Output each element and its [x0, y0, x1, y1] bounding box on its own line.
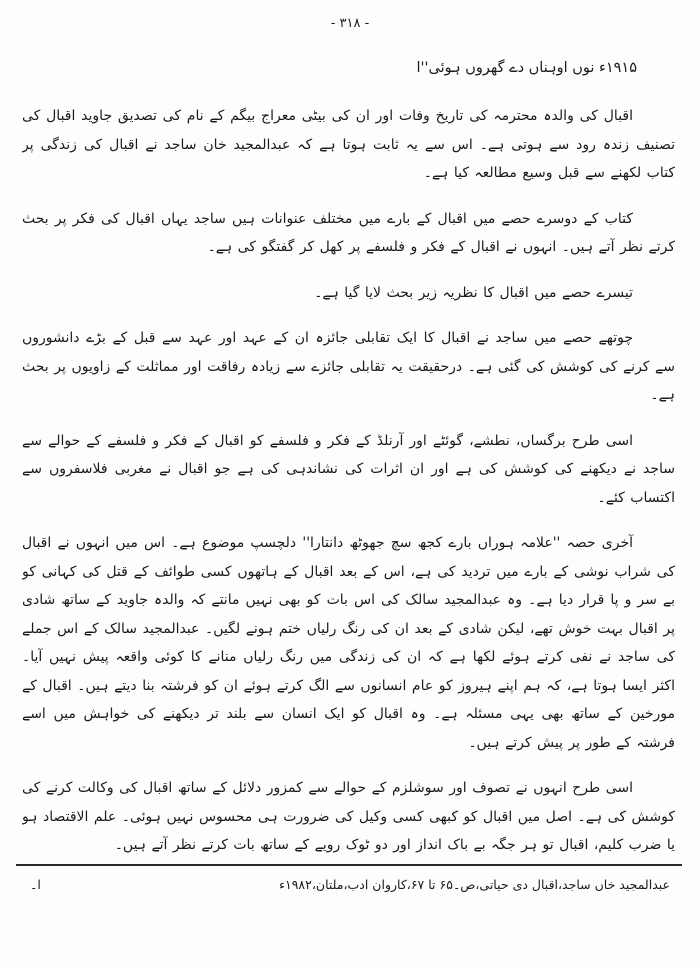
footnote [16, 875, 682, 895]
paragraph: اسی طرح برگساں، نطشے، گوئٹے اور آرنلڈ کے فکر و فلسفے کو اقبال کے فکر و فلسفے کے حوالے سے ساجد نے دیکھنے کی کوشش کی ہے اور ان اثرات کی نشاندہی کی ہے جو اقبال نے مغربی فلاسفروں سے اکتساب کئے۔ [22, 432, 675, 506]
paragraph: چوتھے حصے میں ساجد نے اقبال کا ایک تقابلی جائزہ ان کے عہد اور عہد سے قبل کے بڑے دانشوروں سے کرنے کی کوشش کی گئی ہے۔ درحقیقت یہ تقابلی جائزے سے زیادہ رفاقت اور مماثلت کے زاویوں پر بحث ہے۔ [22, 330, 675, 403]
page-number: - ۳۱۸ - [330, 16, 370, 31]
paragraph: اقبال کی والدہ محترمہ کی تاریخ وفات اور ان کی بیٹی معراج بیگم کے نام کی تصدیق جاوید اقبال کی تصنیف زندہ رود سے ہوتی ہے۔ اس سے یہ ثابت ہوتا ہے کہ عبدالمجید خان ساجد نے اقبال کی زندگی پر کتاب لکھنے سے قبل وسیع مطالعہ کیا ہے۔ [22, 108, 675, 181]
footnote-divider [16, 864, 682, 866]
paragraph: آخری حصہ ''علامہ ہوراں بارے کجھ سچ جھوٹھ دانتارا'' دلچسپ موضوع ہے۔ اس میں انہوں نے اقبال کی شراب نوشی کے بارے میں تردید کی ہے، اس کے بعد اقبال کے ہاتھوں کسی طوائف کے قتل کی کہانی کو بے سر و پا قرار دیا ہے۔ وہ عبدالمجید سالک کی اس بات کو بھی نہیں مانتے کہ والدہ جاوید کے ساتھ شادی پر اقبال بہت خوش تھے، لیکن شادی کے بعد ان کی رنگ رلیاں ختم ہونے لگیں۔ عبدالمجید سالک کے اس جملے کی ساجد نے نفی کرتے ہوئے لکھا ہے کہ ان کی زندگی میں رنگ رلیاں منانے کا کوئی واقعہ پیش نہیں آیا۔ اکثر ایسا ہوتا ہے، کہ ہم اپنے ہیروز کو عام انسانوں سے الگ کرتے ہوئے ان کو فرشتہ بنا دیتے ہیں۔ اقبال کے مورخین کے ساتھ بھی یہی مسئلہ ہے۔ وہ اقبال کو ایک انسان سے بلند تر دیکھنے کی خواہش میں اسے فرشتہ کے طور پر پیش کرتے ہیں۔ [22, 535, 675, 751]
paragraph: تیسرے حصے میں اقبال کا نظریہ زیر بحث لایا گیا ہے۔ [314, 284, 633, 301]
page-body-text [22, 50, 675, 864]
footnote-marker: ا۔ [30, 877, 41, 892]
paragraph: کتاب کے دوسرے حصے میں اقبال کے بارے میں مختلف عنوانات ہیں ساجد یہاں اقبال کی فکر پر بحث کرتے نظر آتے ہیں۔ انہوں نے اقبال کے فکر و فلسفے پر کھل کر گفتگو کی ہے۔ [22, 210, 675, 255]
footnote-text: عبدالمجید خاں ساجد،اقبال دی حیاتی،ص۔۶۵ تا ۶۷،کاروان ادب،ملتان،۱۹۸۲ء [279, 877, 670, 892]
opening-quote-line: ۱۹۱۵ء نوں اوہناں دے گھروں ہوئی''ا [416, 60, 637, 76]
paragraph: اسی طرح انہوں نے تصوف اور سوشلزم کے حوالے سے کمزور دلائل کے ساتھ اقبال کی وکالت کرنے کی کوشش کی ہے۔ اصل میں اقبال کو کبھی کسی وکیل کی ضرورت ہی محسوس نہیں ہوئی۔ علم الاقتصاد ہو یا ضرب کلیم، اقبال تو ہر جگہ بے باک انداز اور دو ٹوک رویے کے ساتھ بات کرتے نظر آتے ہیں۔ [22, 780, 675, 853]
footnote-section [16, 864, 682, 895]
